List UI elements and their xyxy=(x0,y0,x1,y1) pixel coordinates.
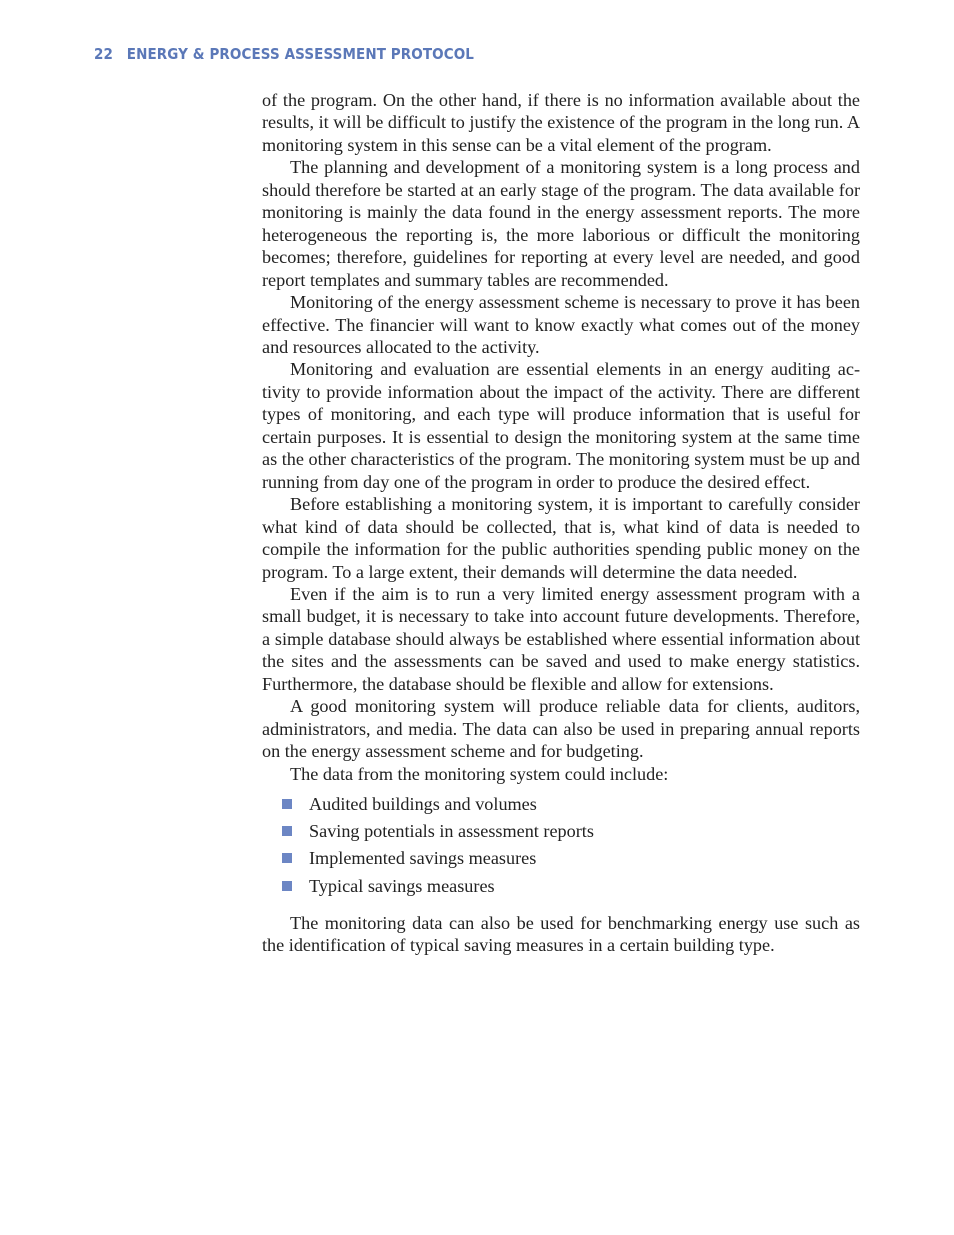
list-item xyxy=(262,875,860,902)
running-header xyxy=(94,45,474,63)
list-item-text: Typical savings measures xyxy=(309,875,495,896)
list-item-text: Saving potentials in assessment reports xyxy=(309,821,594,842)
bullet-list xyxy=(262,793,860,902)
page-number: 22 xyxy=(94,45,113,63)
paragraph: A good monitoring system will produce reliable data for clients, auditors, administrators, and media. The data can also be used in preparing annual reports on the energy assessment scheme and for budgeting. xyxy=(262,696,860,762)
paragraph: The planning and development of a monitoring system is a long process and should therefore be started at an early stage of the program. The data available for monitoring is mainly the data found in the energy assessment reports. The more heterogeneous the reporting is, the more laborious or difficult the monitoring becomes; therefore, guidelines for reporting at every level are needed, and good report templates and summary tables are recommended. xyxy=(262,157,860,290)
paragraph: Monitoring and evaluation are essential elements in an energy auditing activity to provide information about the impact of the activity. There are different types of monitoring, and each type will produce information that is useful for certain purposes. It is essential to design the monitoring system at the same time as the other characteristics of the program. The monitoring system must be up and running from day one of the program in order to produce the desired effect. xyxy=(262,359,860,492)
paragraph: Even if the aim is to run a very limited energy assessment program with a small budget, it is necessary to take into account future developments. Therefore, a simple database should always be established where essential information about the sites and the assessments can be saved and used to make energy statistics. Furthermore, the database should be flexible and allow for extensions. xyxy=(262,583,860,694)
paragraph: Monitoring of the energy assessment scheme is necessary to prove it has been effective. The financier will want to know exactly what comes out of the money and resources allocated to the activity. xyxy=(262,292,860,357)
list-item xyxy=(262,847,860,874)
paragraph: of the program. On the other hand, if there is no information available about the results, it will be difficult to justify the existence of the program in the long run. A monitoring system in this sense can be a vital element of the program. xyxy=(262,90,860,155)
square-bullet-icon xyxy=(282,853,292,863)
closing-paragraph: The monitoring data can also be used for benchmarking energy use such as the identification of typical saving measures in a certain building type. xyxy=(262,912,860,956)
list-item-text: Implemented savings measures xyxy=(309,848,537,869)
list-item-text: Audited buildings and volumes xyxy=(309,794,537,815)
running-title: ENERGY & PROCESS ASSESSMENT PROTOCOL xyxy=(126,45,474,63)
paragraph: Before establishing a monitoring system, it is important to carefully consider what kind of data should be collected, that is, what kind of data is needed to compile the information for the public authorities spending public money on the program. To a large extent, their demands will determine the data needed. xyxy=(262,494,860,582)
square-bullet-icon xyxy=(282,826,292,836)
square-bullet-icon xyxy=(282,799,292,809)
list-item xyxy=(262,793,860,820)
list-item xyxy=(262,820,860,847)
square-bullet-icon xyxy=(282,881,292,891)
paragraph: The data from the monitoring system could include: xyxy=(290,763,669,784)
body-text xyxy=(262,89,860,957)
